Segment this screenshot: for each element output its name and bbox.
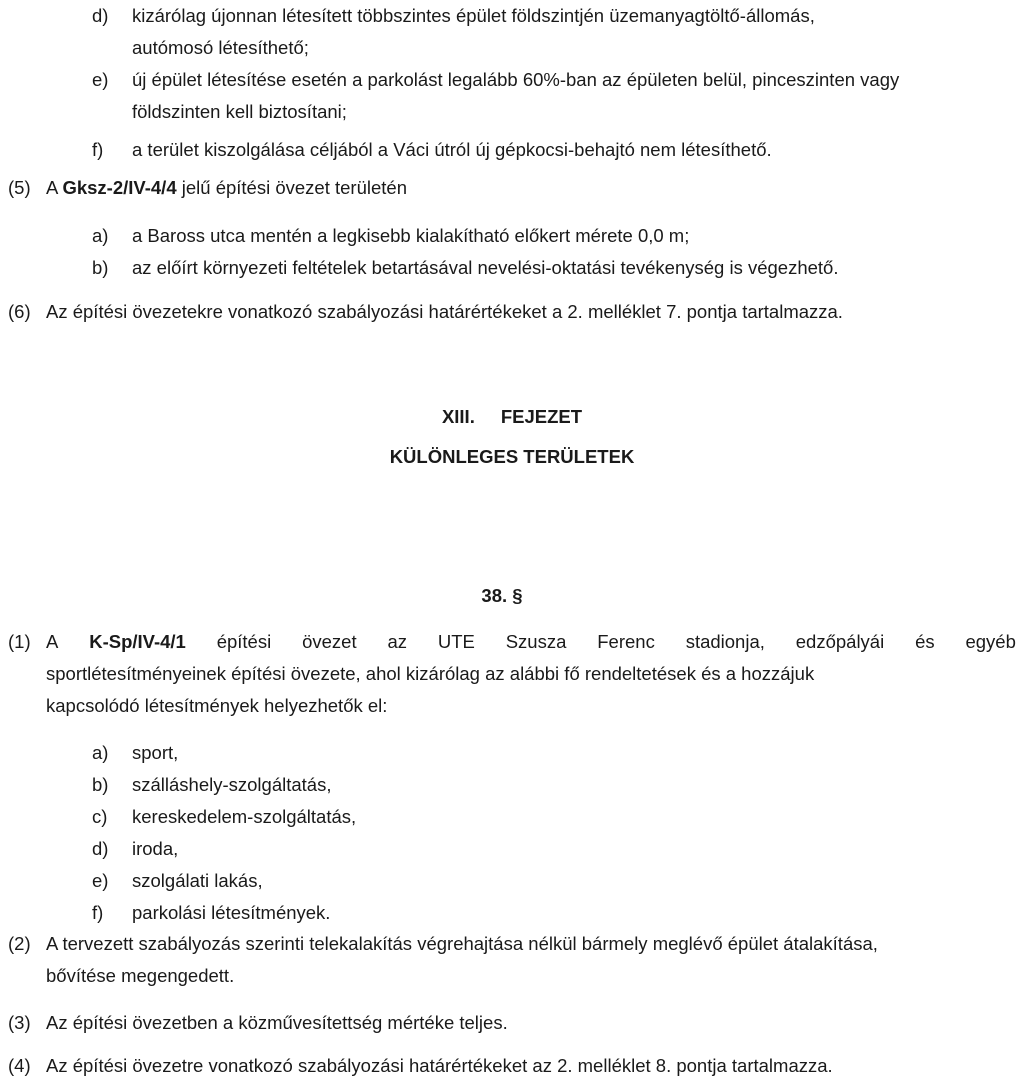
section-2-line1: A tervezett szabályozás szerinti telekalakítás végrehajtása nélkül bármely meglévő épület átalakítása,	[46, 933, 878, 954]
paragraph-6-text: Az építési övezetekre vonatkozó szabályozási határértékeket a 2. melléklet 7. pontja tartalmazza.	[46, 301, 843, 322]
list-item-e-line1: új épület létesítése esetén a parkolást legalább 60%-ban az épületen belül, pinceszinten vagy	[132, 69, 900, 90]
section-4-marker: (4)	[8, 1055, 31, 1076]
section-1-line2: sportlétesítményeinek építési övezete, ahol kizárólag az alábbi fő rendeltetések és a hozzájuk	[46, 663, 815, 684]
section-1-item-e: szolgálati lakás,	[132, 870, 263, 891]
section-1-item-d-marker: d)	[92, 838, 109, 859]
list-marker-d: d)	[92, 5, 109, 26]
paragraph-5-item-a: a Baross utca mentén a legkisebb kialakítható előkert mérete 0,0 m;	[132, 225, 690, 246]
section-1-item-f: parkolási létesítmények.	[132, 902, 331, 923]
word: A	[46, 631, 59, 652]
chapter-label: FEJEZET	[500, 406, 583, 427]
section-1-item-f-marker: f)	[92, 902, 104, 923]
section-3-text: Az építési övezetben a közművesítettség mértéke teljes.	[46, 1012, 508, 1033]
section-1-item-a: sport,	[132, 742, 179, 763]
paragraph-6-marker: (6)	[8, 301, 31, 322]
word: építési	[216, 631, 272, 652]
paragraph-5-intro	[46, 176, 407, 200]
chapter-number-heading	[0, 405, 1024, 429]
word: övezet	[302, 631, 357, 652]
word: az	[387, 631, 407, 652]
chapter-title: KÜLÖNLEGES TERÜLETEK	[389, 446, 635, 467]
list-item-d-line1: kizárólag újonnan létesített többszintes épület földszintjén üzemanyagtöltő-állomás,	[132, 5, 815, 26]
list-item-f-line1: a terület kiszolgálása céljából a Váci útról új gépkocsi-behajtó nem létesíthető.	[132, 139, 772, 160]
section-1-item-c-marker: c)	[92, 806, 108, 827]
section-3-marker: (3)	[8, 1012, 31, 1033]
word: Szusza	[505, 631, 567, 652]
section-1-item-d: iroda,	[132, 838, 179, 859]
zone-code-ksp: K-Sp/IV-4/1	[89, 631, 186, 652]
word: és	[915, 631, 935, 652]
section-1-line3: kapcsolódó létesítmények helyezhetők el:	[46, 695, 388, 716]
paragraph-5-suffix: jelű építési övezet területén	[176, 177, 407, 198]
zone-code-gksz: Gksz-2/IV-4/4	[62, 177, 177, 198]
chapter-number: XIII.	[441, 406, 475, 427]
section-1-item-e-marker: e)	[92, 870, 109, 891]
section-2-line2: bővítése megengedett.	[46, 965, 235, 986]
word: stadionja,	[685, 631, 765, 652]
list-marker-e: e)	[92, 69, 109, 90]
list-item-e-line2: földszinten kell biztosítani;	[132, 101, 347, 122]
paragraph-5-prefix: A	[46, 177, 63, 198]
section-1-item-c: kereskedelem-szolgáltatás,	[132, 806, 357, 827]
paragraph-5-marker: (5)	[8, 177, 31, 198]
word: edzőpályái	[795, 631, 885, 652]
list-marker-f: f)	[92, 139, 104, 160]
section-1-marker: (1)	[8, 631, 31, 652]
paragraph-5-item-b: az előírt környezeti feltételek betartásával nevelési-oktatási tevékenység is végezhető.	[132, 257, 839, 278]
paragraph-5-item-b-marker: b)	[92, 257, 109, 278]
list-item-d-line2: autómosó létesíthető;	[132, 37, 309, 58]
word: UTE	[437, 631, 475, 652]
section-4-text: Az építési övezetre vonatkozó szabályozási határértékeket az 2. melléklet 8. pontja tartalmazza.	[46, 1055, 833, 1076]
section-1-item-a-marker: a)	[92, 742, 109, 763]
section-1-line1	[46, 630, 1016, 654]
word: Ferenc	[597, 631, 655, 652]
section-1-item-b: szálláshely-szolgáltatás,	[132, 774, 332, 795]
section-2-marker: (2)	[8, 933, 31, 954]
paragraph-5-item-a-marker: a)	[92, 225, 109, 246]
section-1-item-b-marker: b)	[92, 774, 109, 795]
section-number: 38. §	[481, 585, 523, 606]
word: egyéb	[965, 631, 1016, 652]
